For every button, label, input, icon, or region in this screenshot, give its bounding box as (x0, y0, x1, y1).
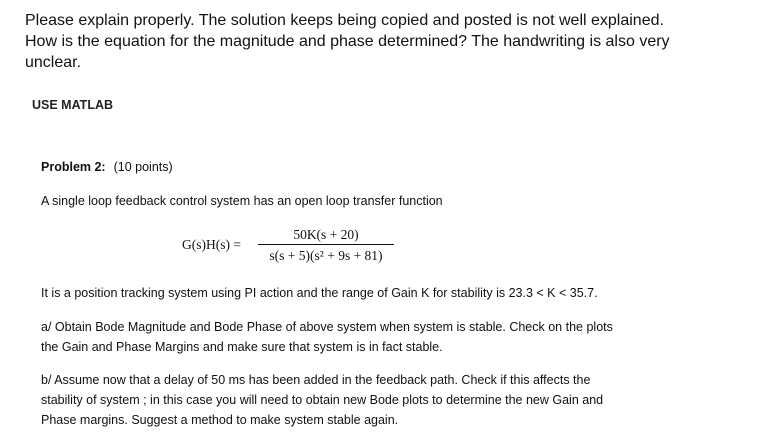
paragraph-line: It is a position tracking system using PI action and the range of Gain K for stability is 23.3 < K < 35.7. (41, 286, 598, 300)
problem-points: (10 points) (113, 160, 173, 174)
use-matlab-heading: USE MATLAB (32, 98, 114, 112)
question-line-1: Please explain properly. The solution keeps being copied and posted is not well explained. (25, 12, 664, 29)
problem-label: Problem 2: (41, 160, 106, 174)
equation-numerator: 50K(s + 20) (293, 227, 359, 242)
problem-intro: A single loop feedback control system has an open loop transfer function (41, 194, 443, 208)
part-b-paragraph (41, 370, 681, 430)
stability-range-paragraph (41, 283, 681, 303)
question-line-2: How is the equation for the magnitude and phase determined? The handwriting is also very (25, 33, 670, 50)
part-b-line-2: stability of system ; in this case you will need to obtain new Bode plots to determine the new Gain and (41, 393, 604, 407)
equation-denominator: s(s + 5)(s² + 9s + 81) (269, 248, 383, 263)
part-b-line-1: b/ Assume now that a delay of 50 ms has been added in the feedback path. Check if this affects the (41, 373, 591, 387)
fraction-bar (258, 244, 394, 245)
question-line-3: unclear. (25, 54, 82, 71)
equation-lhs: G(s)H(s) = (182, 237, 241, 252)
problem-header (41, 160, 173, 174)
part-a-line-2: the Gain and Phase Margins and make sure that system is in fact stable. (41, 340, 443, 354)
part-a-line-1: a/ Obtain Bode Magnitude and Bode Phase of above system when system is stable. Check on the plots (41, 320, 613, 334)
part-a-paragraph (41, 317, 681, 357)
question-text (25, 10, 740, 73)
part-b-line-3: Phase margins. Suggest a method to make system stable again. (41, 413, 399, 427)
equation-fraction (258, 226, 394, 264)
